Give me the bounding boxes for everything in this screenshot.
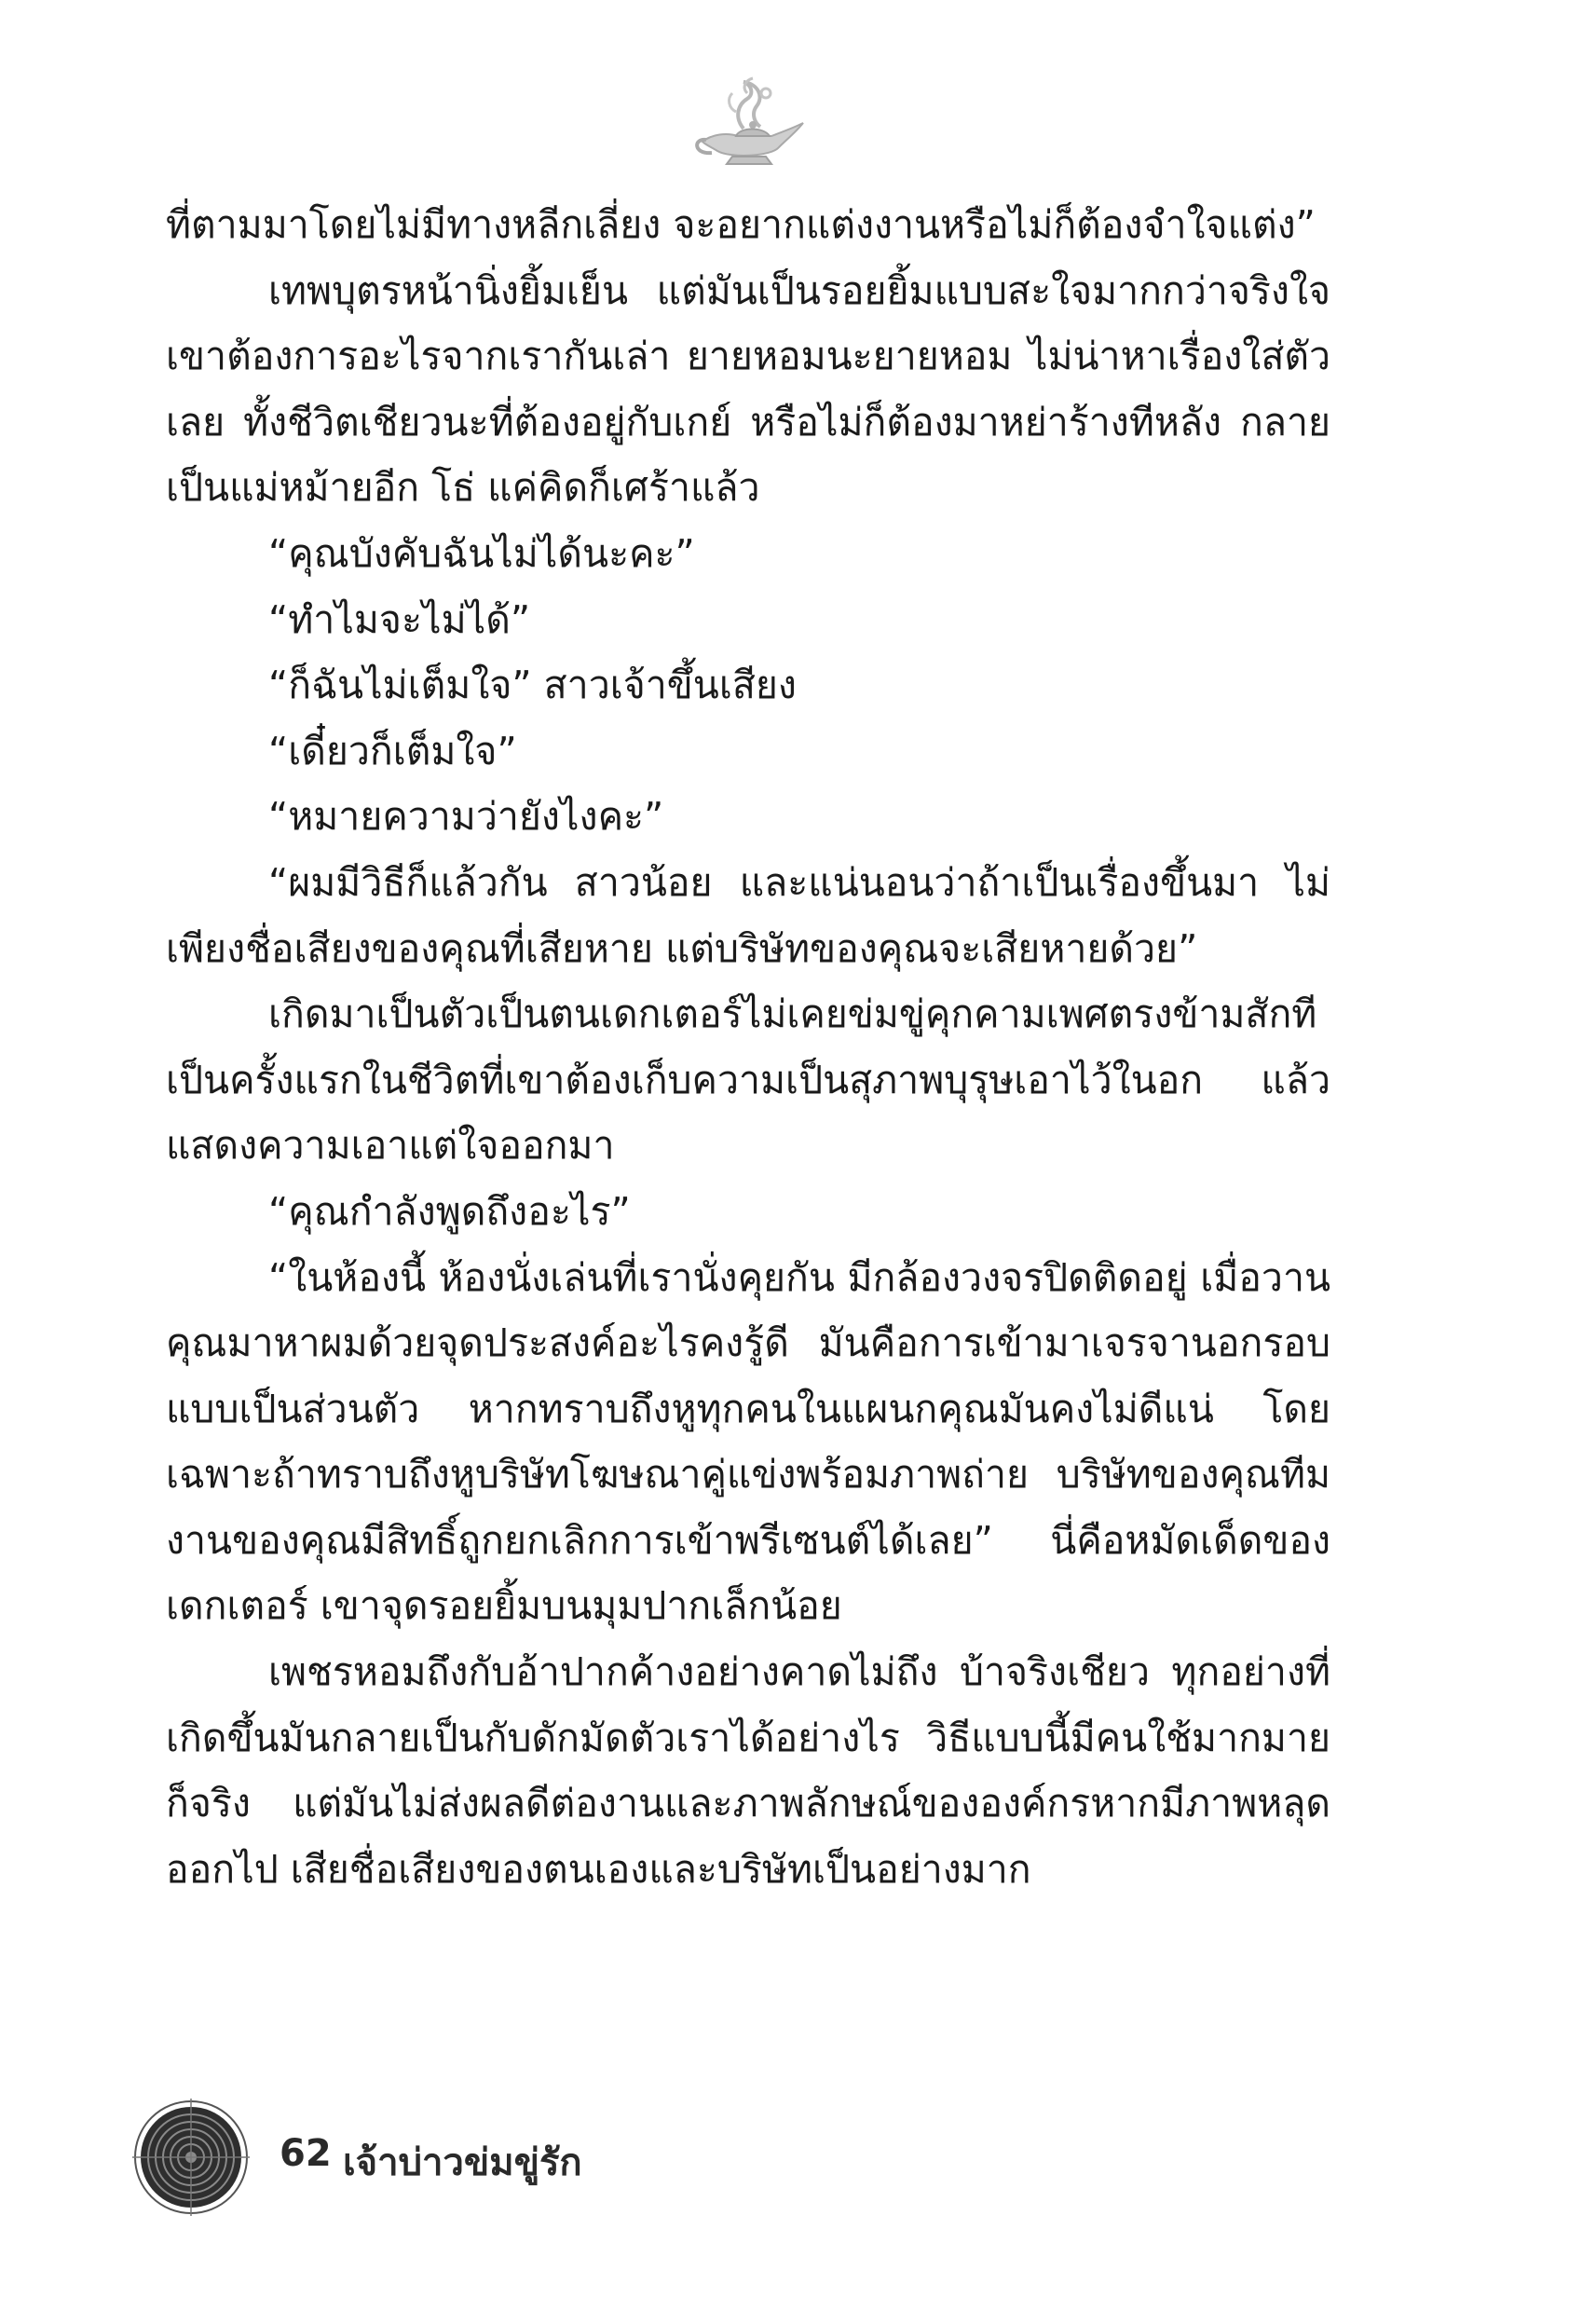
page-footer xyxy=(130,2097,783,2218)
paragraph: ที่ตามมาโดยไม่มีทางหลีกเลี่ยง จะอยากแต่งงานหรือไม่ก็ต้องจำใจแต่ง” xyxy=(166,202,1316,247)
paragraph: “ผมมีวิธีก็แล้วกัน สาวน้อย และแน่นอนว่าถ้าเป็นเรื่องขึ้นมา ไม่เพียงชื่อเสียงของคุณที่เสียหาย แต่บริษัทของคุณจะเสียหายด้วย” xyxy=(166,859,1330,971)
paragraph: “คุณกำลังพูดถึงอะไร” xyxy=(268,1188,631,1234)
page-number: 62 xyxy=(280,2132,332,2175)
book-title: เจ้าบ่าวข่มขู่รัก xyxy=(343,2141,582,2184)
genie-lamp-icon xyxy=(689,75,811,177)
paragraph: เกิดมาเป็นตัวเป็นตนเดกเตอร์ไม่เคยข่มขู่คุกคามเพศตรงข้ามสักที เป็นครั้งแรกในชีวิตที่เขาต้องเก็บความเป็นสุภาพบุรุษเอาไว้ในอก แล้วแสดงความเอาแต่ใจออกมา xyxy=(166,991,1330,1169)
paragraph: “ทำไมจะไม่ได้” xyxy=(268,596,531,642)
paragraph: “คุณบังคับฉันไม่ได้นะคะ” xyxy=(268,530,695,576)
paragraph: “เดี๋ยวก็เต็มใจ” xyxy=(268,728,517,773)
paragraph: “ก็ฉันไม่เต็มใจ” สาวเจ้าขึ้นเสียง xyxy=(268,663,797,708)
paragraph: “ในห้องนี้ ห้องนั่งเล่นที่เรานั่งคุยกัน มีกล้องวงจรปิดติดอยู่ เมื่อวานคุณมาหาผมด้วยจุดประสงค์อะไรคงรู้ดี มันคือการเข้ามาเจรจานอกรอบแบบเป็นส่วนตัว หากทราบถึงหูทุกคนในแผนกคุณมันคงไม่ดีแน่ โดยเฉพาะถ้าทราบถึงหูบริษัทโฆษณาคู่แข่งพร้อมภาพถ่าย บริษัทของคุณทีมงานของคุณมีสิทธิ์ถูกยกเลิกการเข้าพรีเซนต์ได้เลย” นี่คือหมัดเด็ดของเดกเตอร์ เขาจุดรอยยิ้มบนมุมปากเล็กน้อย xyxy=(166,1254,1330,1629)
paragraph: “หมายความว่ายังไงคะ” xyxy=(268,794,664,840)
body-text xyxy=(166,192,1330,1902)
target-icon xyxy=(130,2097,252,2218)
paragraph: เพชรหอมถึงกับอ้าปากค้างอย่างคาดไม่ถึง บ้าจริงเชียว ทุกอย่างที่เกิดขึ้นมันกลายเป็นกับดักมัดตัวเราได้อย่างไร วิธีแบบนี้มีคนใช้มากมายก็จริง แต่มันไม่ส่งผลดีต่องานและภาพลักษณ์ขององค์กรหากมีภาพหลุดออกไป เสียชื่อเสียงของตนเองและบริษัทเป็นอย่างมาก xyxy=(166,1649,1330,1892)
paragraph: เทพบุตรหน้านิ่งยิ้มเย็น แต่มันเป็นรอยยิ้มแบบสะใจมากกว่าจริงใจ เขาต้องการอะไรจากเรากันเล่า ยายหอมนะยายหอม ไม่น่าหาเรื่องใส่ตัวเลย ทั้งชีวิตเชียวนะที่ต้องอยู่กับเกย์ หรือไม่ก็ต้องมาหย่าร้างทีหลัง กลายเป็นแม่หม้ายอีก โธ่ แค่คิดก็เศร้าแล้ว xyxy=(166,267,1330,511)
